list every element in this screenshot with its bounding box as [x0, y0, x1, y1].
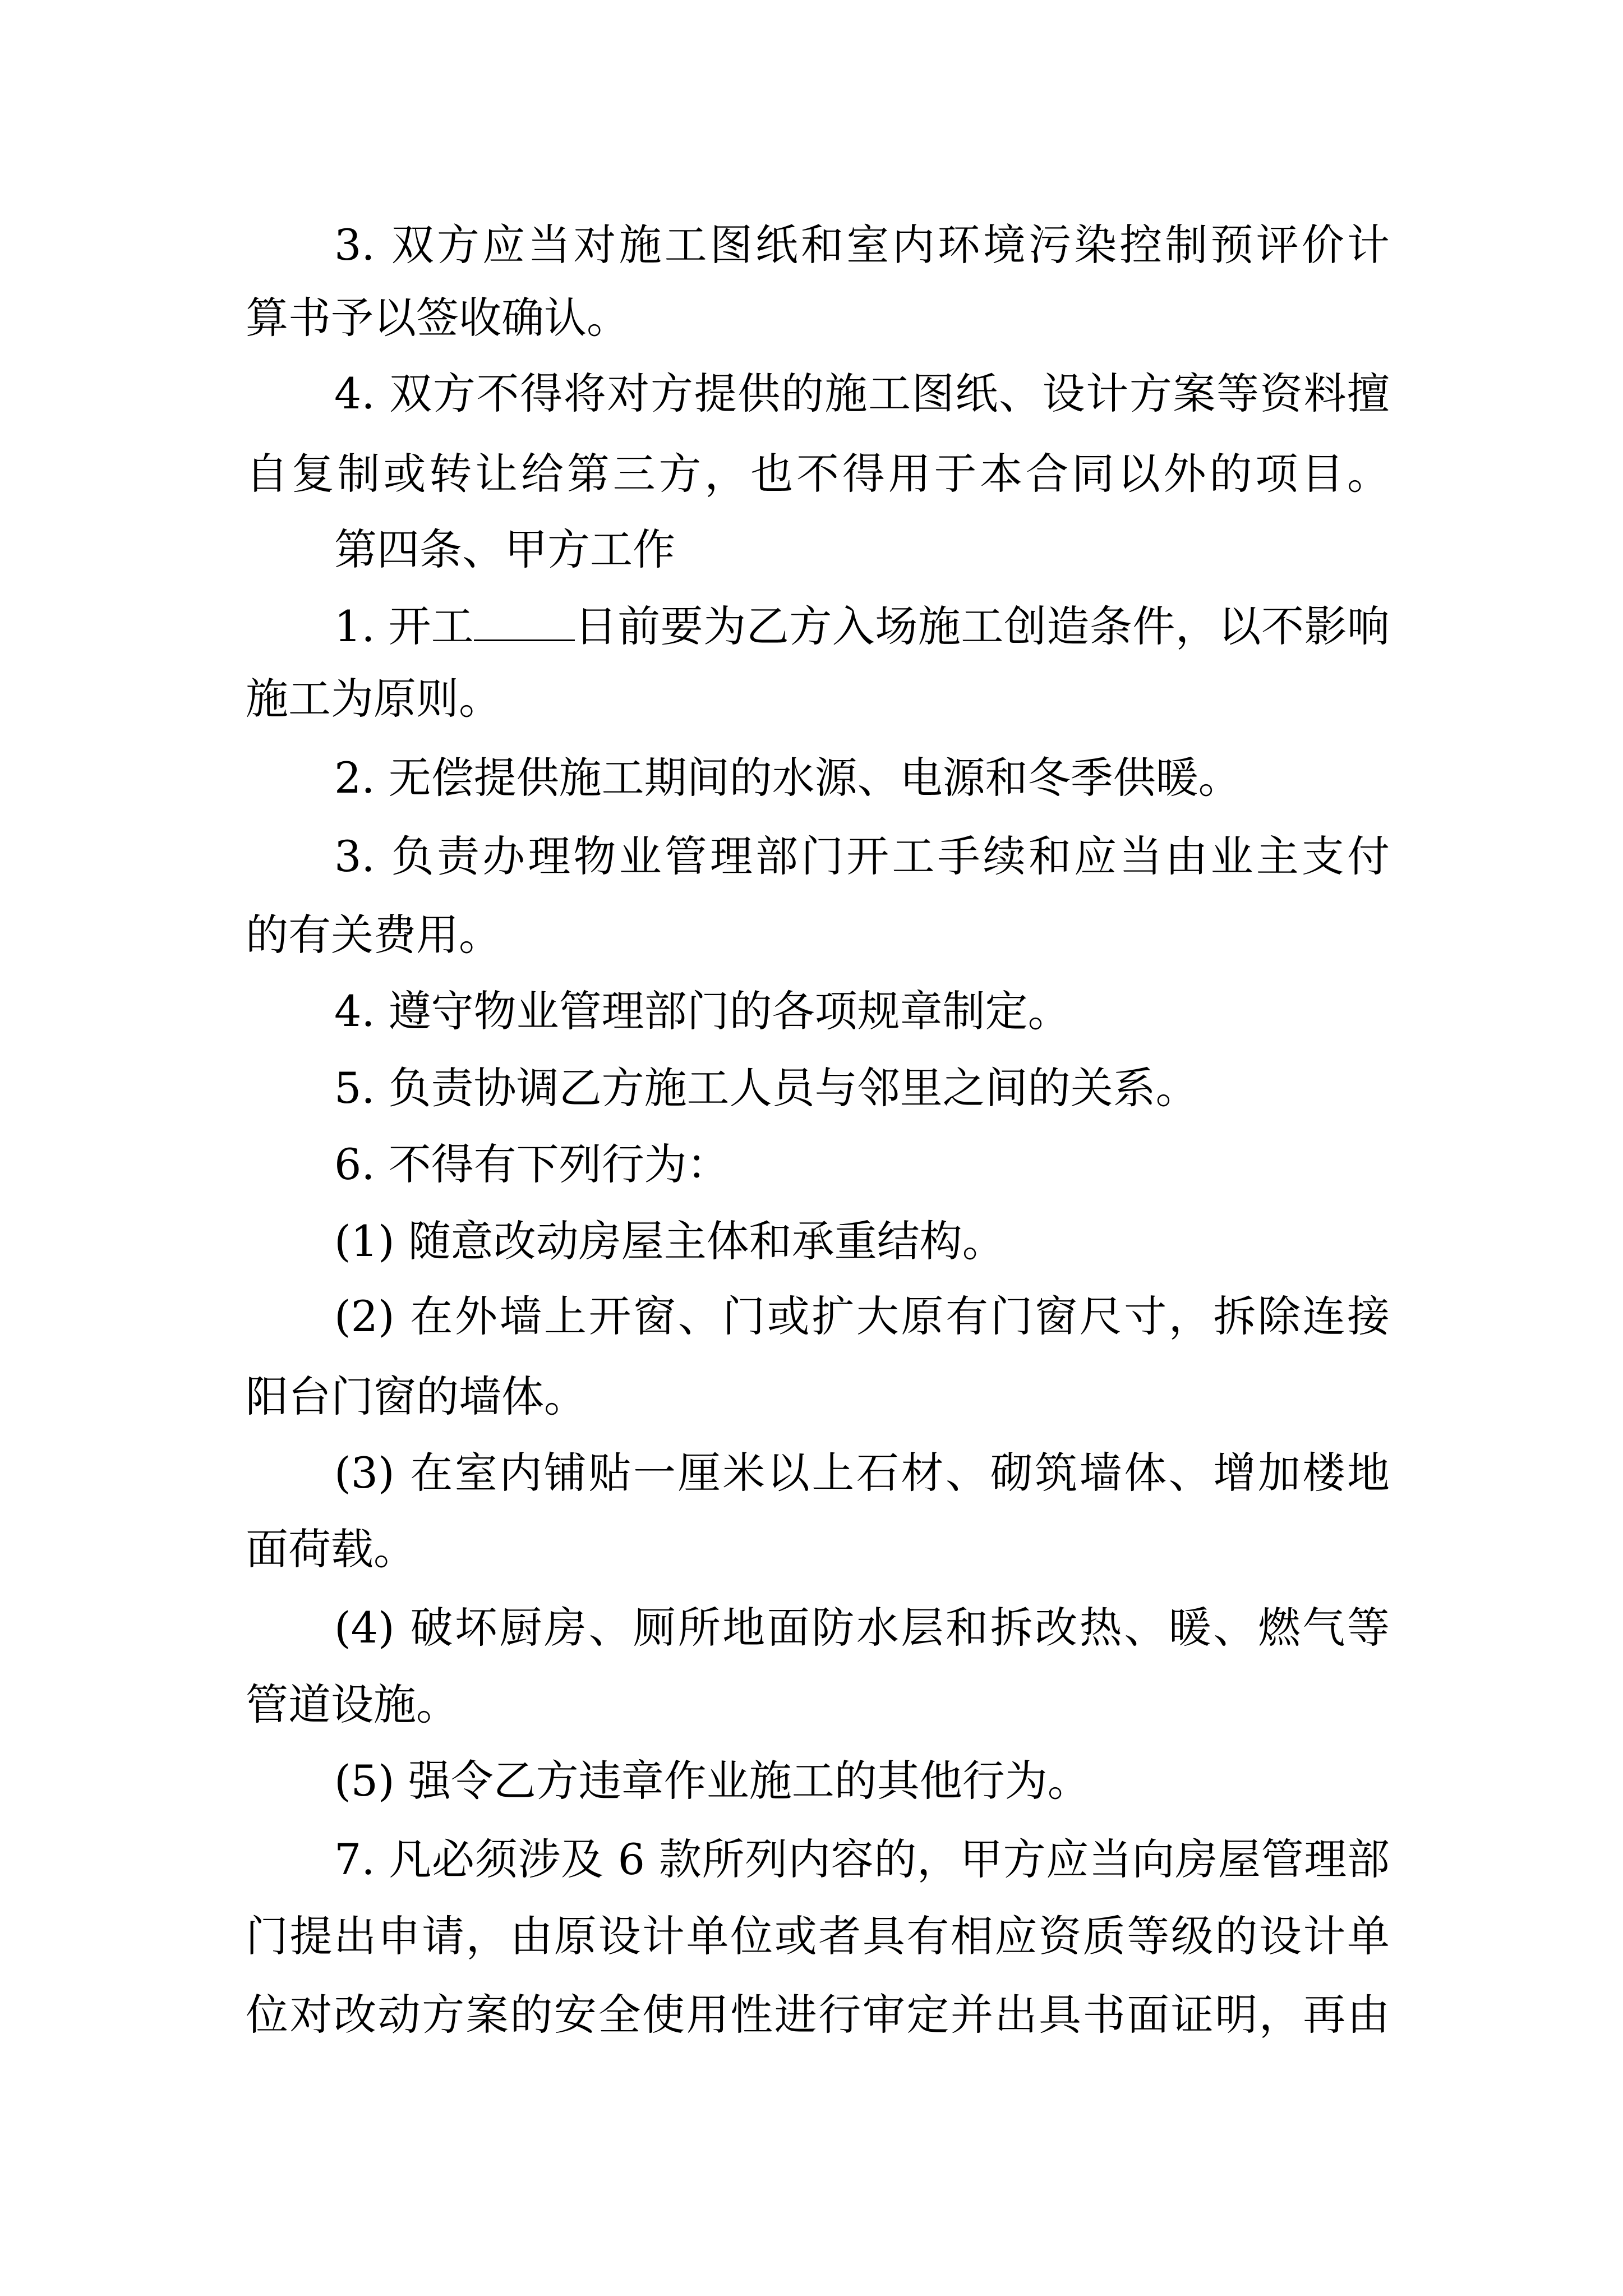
- list-item: (5) 强令乙方违章作业施工的其他行为。: [334, 1756, 1090, 1806]
- list-item: (1) 随意改动房屋主体和承重结构。: [334, 1216, 1005, 1266]
- text-line: 5. 负责协调乙方施工人员与邻里之间的关系。: [334, 1063, 1198, 1113]
- text-line: 位对改动方案的安全使用性进行审定并出具书面证明，再由: [246, 1990, 1390, 2040]
- text-line: 门提出申请，由原设计单位或者具有相应资质等级的设计单: [246, 1911, 1390, 1961]
- section-heading: 第四条、甲方工作: [334, 524, 675, 574]
- text-line: 管道设施。: [246, 1680, 459, 1729]
- fill-in-blank: [474, 599, 575, 641]
- text-line: 3. 负责办理物业管理部门开工手续和应当由业主支付: [334, 831, 1390, 881]
- text-line: 阳台门窗的墙体。: [246, 1372, 587, 1421]
- text-line: 4. 遵守物业管理部门的各项规章制定。: [334, 986, 1071, 1036]
- text-line: 的有关费用。: [246, 910, 501, 960]
- text-line-with-blank: [246, 599, 1390, 655]
- list-item: (3) 在室内铺贴一厘米以上石材、砌筑墙体、增加楼地: [334, 1448, 1390, 1498]
- text-line: 算书予以签收确认。: [246, 293, 629, 343]
- text-line: 6. 不得有下列行为：: [334, 1139, 730, 1189]
- list-item: (4) 破坏厨房、厕所地面防水层和拆改热、暖、燃气等: [334, 1603, 1390, 1653]
- text-segment: 日前要为乙方入场施工创造条件，以不影响: [574, 601, 1390, 651]
- text-line: 面荷载。: [246, 1524, 416, 1574]
- text-line: 3. 双方应当对施工图纸和室内环境污染控制预评价计: [334, 220, 1390, 270]
- text-line: 施工为原则。: [246, 674, 501, 724]
- text-line: 7. 凡必须涉及 6 款所列内容的，甲方应当向房屋管理部: [334, 1834, 1390, 1884]
- text-line: 自复制或转让给第三方，也不得用于本合同以外的项目。: [246, 449, 1390, 499]
- text-line: 2. 无偿提供施工期间的水源、电源和冬季供暖。: [334, 753, 1241, 803]
- text-line: 4. 双方不得将对方提供的施工图纸、设计方案等资料擅: [334, 369, 1390, 418]
- text-segment: 1. 开工: [334, 601, 474, 651]
- list-item: (2) 在外墙上开窗、门或扩大原有门窗尺寸，拆除连接: [334, 1291, 1390, 1341]
